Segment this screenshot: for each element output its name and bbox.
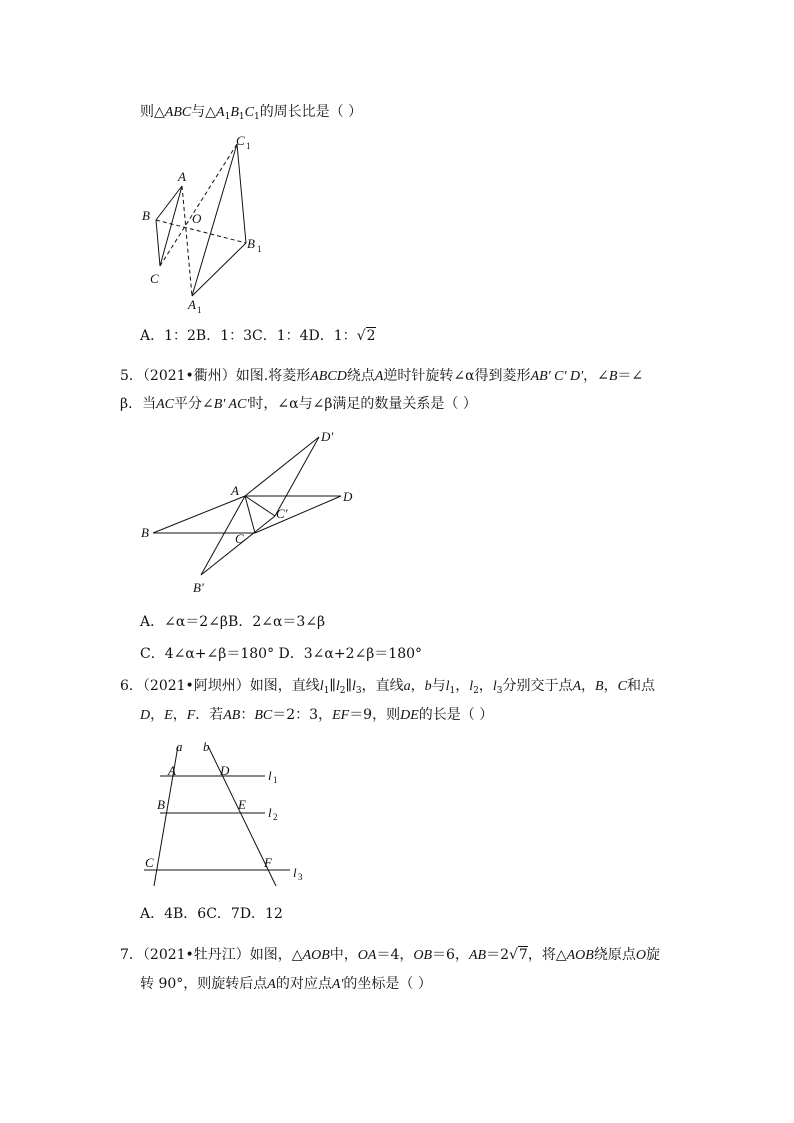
q5-label-B: B (141, 525, 149, 540)
q4-stem: 则△ABC与$\triangle A_1B_1C_1$的周长比是（ ） (140, 104, 363, 122)
q6-label-l3: l (293, 865, 297, 880)
q6-label-A: A (168, 763, 176, 778)
svg-text:1: 1 (273, 775, 278, 785)
q6-label-b: b (203, 739, 210, 754)
q5-label-C: C (235, 531, 244, 546)
svg-text:1: 1 (257, 244, 262, 254)
q4-label-A: A (178, 169, 186, 184)
q5-label-Cprime: C' (276, 506, 288, 521)
q5-options-ab: A．∠α＝2∠βB．2∠α＝3∠β (140, 614, 326, 630)
q6-label-D: D (220, 763, 230, 778)
q5-figure (135, 425, 365, 600)
q4-options: A．1：2B．1：3C．1：4D．1：√2 (140, 328, 376, 344)
q6-figure (140, 738, 320, 893)
q5-label-Dprime: D' (321, 429, 334, 444)
q6-label-l2: l (268, 805, 272, 820)
q6-label-C: C (145, 855, 154, 870)
svg-text:1: 1 (246, 141, 251, 151)
q6-stem-line2: D，E，F．若AB：BC＝2：3，EF＝9，则DE的长是（ ） (140, 707, 494, 723)
q6-label-E: E (238, 797, 246, 812)
q6-label-a: a (176, 739, 183, 754)
q5-stem-line1: 5．（2021•衢州）如图.将菱形ABCD绕点A逆时针旋转∠α得到菱形AB' C' D'，∠B＝∠ (120, 368, 644, 384)
q4-label-O: O (192, 211, 202, 226)
q6-label-l1: l (268, 768, 272, 783)
svg-text:2: 2 (273, 812, 278, 822)
q4-label-C: C (150, 271, 159, 286)
q7-stem-line1: 7．（2021•牡丹江）如图，△AOB中，OA＝4，OB＝6，AB＝2√7，将△AOB绕原点O旋 (120, 947, 660, 963)
q5-options-cd: C．4∠α+∠β＝180° D．3∠α+2∠β＝180° (140, 646, 423, 662)
q4-label-B: B (142, 208, 150, 223)
q6-stem-line1: 6．（2021•阿坝州）如图，直线$l_1\parallel l_2\parallel l_3$，直线a，b与$l_1$，$l_2$，$l_3$分别交于点A，B，C和点 (120, 678, 655, 696)
q5-label-Bprime: B' (193, 580, 204, 595)
q5-stem-line2: β．当AC平分∠B' AC'时，∠α与∠β满足的数量关系是（ ） (120, 396, 477, 412)
q4-label-A1: A (188, 297, 196, 312)
q4-label-B1: B (247, 236, 255, 251)
svg-text:1: 1 (197, 305, 202, 315)
q6-label-B: B (157, 797, 165, 812)
q7-stem-line2: 转 90°，则旋转后点A的对应点A'的坐标是（ ） (140, 976, 432, 992)
q4-figure (130, 130, 290, 315)
svg-text:3: 3 (298, 872, 303, 882)
q4-label-C1: C (236, 133, 245, 148)
q5-label-A: A (231, 483, 239, 498)
q6-options: A．4B．6C．7D．12 (140, 906, 283, 922)
q6-label-F: F (264, 855, 272, 870)
q5-label-D: D (343, 489, 353, 504)
